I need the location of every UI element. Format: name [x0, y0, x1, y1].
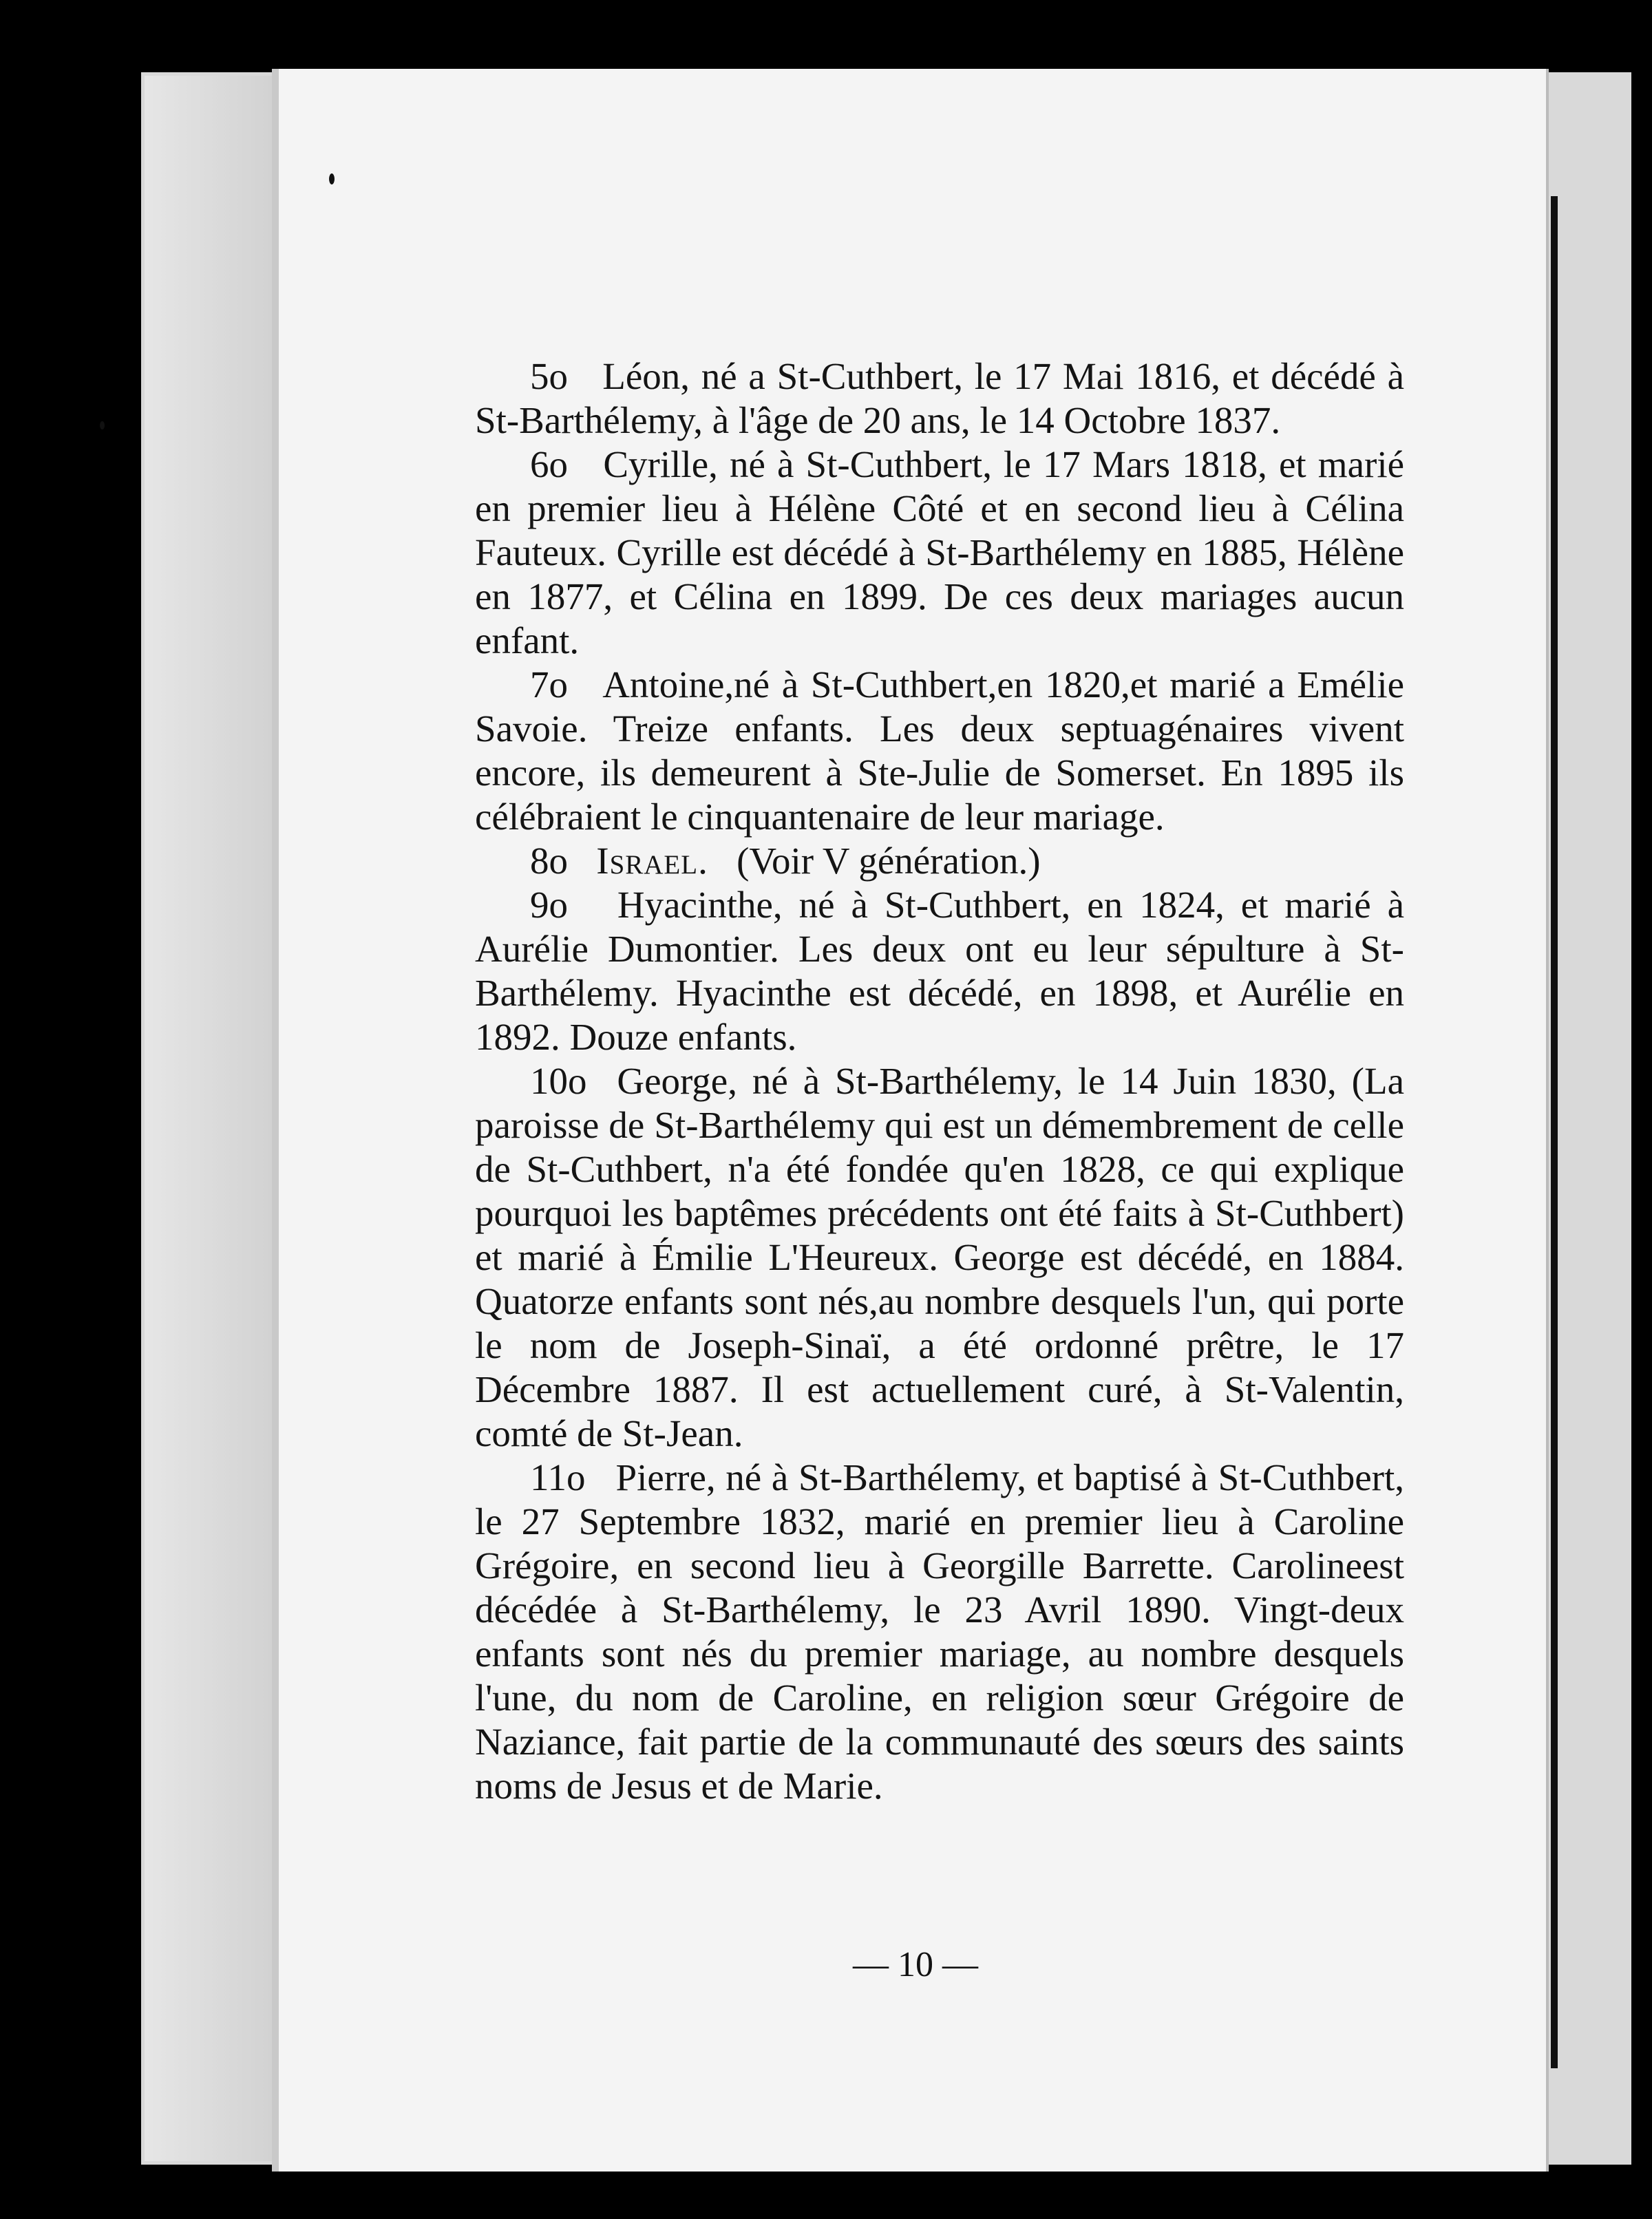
entry-text: Léon, né a St-Cuthbert, le 17 Mai 1816, et décédé à St-Barthélemy, à l'âge de 20 ans, le 14 Octobre 1837.	[475, 355, 1405, 441]
entry-paragraph	[475, 354, 1404, 443]
page-fold-shadow	[1551, 196, 1558, 2068]
entry-number: 10o	[530, 1060, 587, 1102]
entry-number: 5o	[530, 355, 568, 397]
entry-text: Pierre, né à St-Barthélemy, et baptisé à St-Cuthbert, le 27 Septembre 1832, marié en premier lieu à Caroline Grégoire, en second lieu à Georgille Barrette. Carolineest décédée à St-Barthélemy, le 23 Avril 1890. Vingt-deux enfants sont nés du premier mariage, au nombre desquels l'une, du nom de Caroline, en religion sœur Grégoire de Naziance, fait partie de la communauté des sœurs des saints noms de Jesus et de Marie.	[475, 1456, 1405, 1807]
entry-paragraph	[475, 1456, 1404, 1808]
entry-text: George, né à St-Barthélemy, le 14 Juin 1830, (La paroisse de St-Barthélemy qui est un démembrement de celle de St-Cuthbert, n'a été fondée qu'en 1828, ce qui explique pourquoi les baptêmes précédents ont été faits à St-Cuthbert) et marié à Émilie L'Heureux. George est décédé, en 1884. Quatorze enfants sont nés,au nombre desquels l'un, qui porte le nom de Joseph-Sinaï, a été ordonné prêtre, le 17 Décembre 1887. Il est actuellement curé, à St-Valentin, comté de St-Jean.	[475, 1060, 1405, 1454]
entry-paragraph	[475, 883, 1404, 1059]
entry-name-smallcaps: Israel.	[596, 840, 708, 882]
page-number: — 10 —	[853, 1945, 978, 1984]
entry-text: Cyrille, né à St-Cuthbert, le 17 Mars 1818, et marié en premier lieu à Hélène Côté et en second lieu à Célina Fauteux. Cyrille est décédé à St-Barthélemy en 1885, Hélène en 1877, et Célina en 1899. De ces deux mariages aucun enfant.	[475, 443, 1405, 661]
body-text	[475, 354, 1404, 1808]
facing-page-edge	[145, 76, 272, 2161]
scan-speck	[329, 173, 335, 184]
entry-number: 11o	[530, 1456, 586, 1498]
entry-number: 6o	[530, 443, 568, 485]
entry-number: 9o	[530, 884, 568, 926]
entry-number: 7o	[530, 663, 568, 705]
entry-text: Antoine,né à St-Cuthbert,en 1820,et marié a Emélie Savoie. Treize enfants. Les deux septuagénaires vivent encore, ils demeurent à Ste-Julie de Somerset. En 1895 ils célébraient le cinquantenaire de leur mariage.	[475, 663, 1405, 838]
scan-speck	[100, 421, 105, 429]
entry-paragraph	[475, 443, 1404, 663]
entry-paragraph	[475, 1059, 1404, 1456]
entry-paragraph	[475, 663, 1404, 839]
entry-number: 8o	[530, 840, 568, 882]
entry-text: (Voir V génération.)	[737, 840, 1041, 882]
entry-text: Hyacinthe, né à St-Cuthbert, en 1824, et marié à Aurélie Dumontier. Les deux ont eu leur sépulture à St-Barthélemy. Hyacinthe est décédé, en 1898, et Aurélie en 1892. Douze enfants.	[475, 884, 1404, 1058]
entry-paragraph	[475, 839, 1404, 883]
